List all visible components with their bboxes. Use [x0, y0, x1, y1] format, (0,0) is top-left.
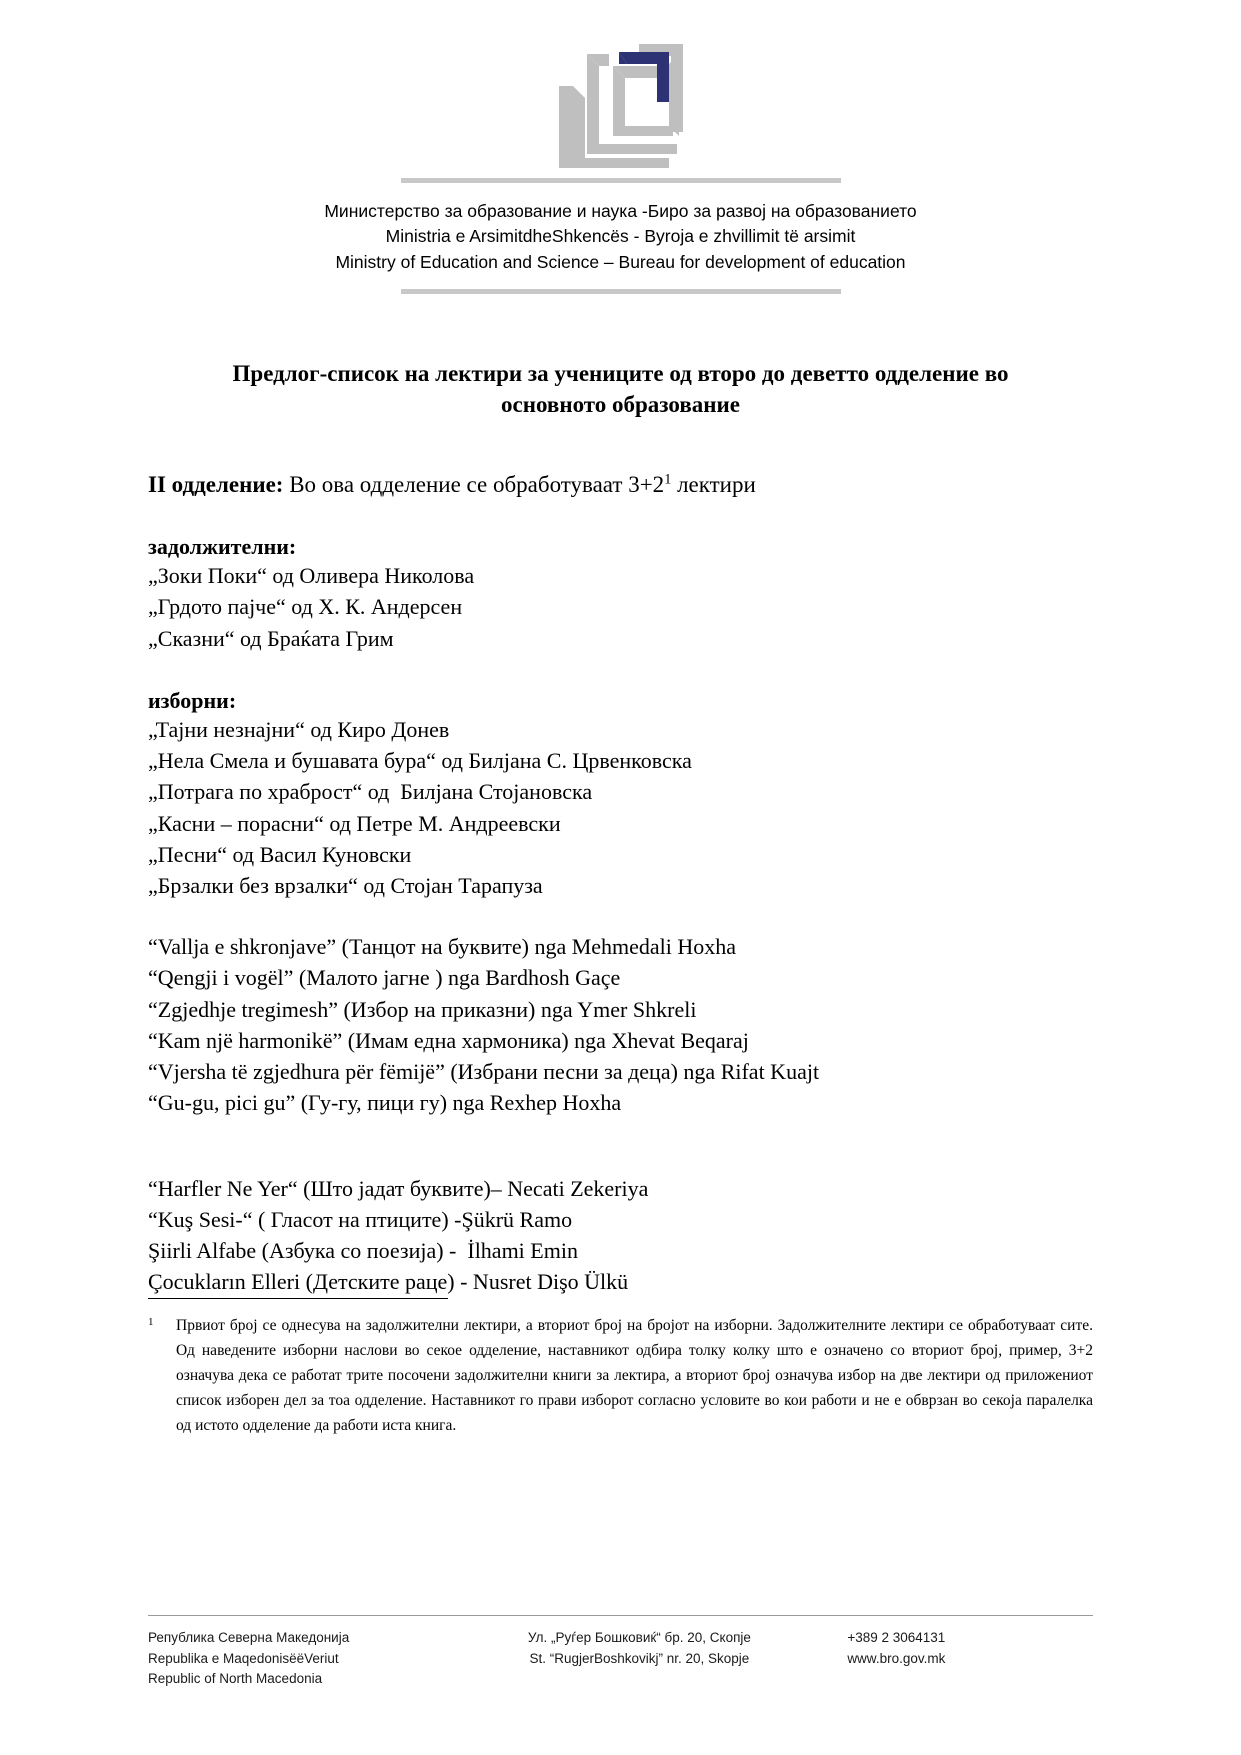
- footer-columns: [148, 1628, 1093, 1689]
- footer-separator: [148, 1615, 1093, 1616]
- list-item: „Зоки Поки“ од Оливера Николова: [148, 563, 475, 589]
- footer-address-en: St. “RugjerBoshkovikj” nr. 20, Skopje: [529, 1650, 750, 1666]
- footer-contact-block: [847, 1628, 1093, 1689]
- org-line-en: Ministry of Education and Science – Bureau for development of education: [335, 251, 906, 272]
- bureau-logo: [551, 40, 691, 168]
- list-item: „Грдото пајче“ од Х. К. Андерсен: [148, 594, 463, 620]
- page-title: Предлог-список на лектири за учениците од второ до деветто одделение во основното образование: [232, 361, 1009, 418]
- footer-country-mk: Република Северна Македонија: [148, 1630, 350, 1646]
- list-item: “Gu-gu, pici gu” (Гу-гу, пици гу) nga Rexhep Hoxha: [148, 1090, 622, 1116]
- list-item: “Kam një harmonikë” (Имам една хармоника) nga Xhevat Beqaraj: [148, 1027, 749, 1053]
- list-item: „Касни – порасни“ од Петре М. Андреевски: [148, 810, 561, 836]
- list-item: “Zgjedhje tregimesh” (Избор на приказни) nga Ymer Shkreli: [148, 996, 697, 1022]
- letterhead: [0, 0, 1241, 294]
- list-item: “Kuş Sesi-“ ( Гласот на птиците) -Şükrü Ramo: [148, 1206, 573, 1232]
- albanian-book-list: [148, 931, 1093, 1118]
- grade-label: II одделение:: [148, 472, 284, 498]
- letterhead-rule-top: [401, 178, 841, 183]
- footnote-marker: 1: [148, 1316, 154, 1328]
- footnote-separator: [148, 1298, 448, 1299]
- footer-address-mk: Ул. „Руѓер Бошковиќ“ бр. 20, Скопје: [527, 1630, 751, 1646]
- list-item: “Vallja e shkronjave” (Танцот на буквите) nga Mehmedali Hoxha: [148, 934, 737, 960]
- list-item: “Vjersha të zgjedhura për fëmijë” (Избрани песни за деца) nga Rifat Kuajt: [148, 1059, 820, 1085]
- list-item: „Тајни незнајни“ од Киро Донев: [148, 716, 450, 742]
- footer-address-block: [450, 1628, 828, 1689]
- organization-names: [324, 199, 916, 275]
- list-item: Çocukların Elleri (Детските раце) - Nusret Dişo Ülkü: [148, 1269, 629, 1295]
- document-content: [0, 358, 1241, 1297]
- grade-footnote-ref: 1: [664, 471, 672, 488]
- list-item: “Qengji i vogël” (Малото јагне ) nga Bardhosh Gaçe: [148, 965, 621, 991]
- footnote-text: Првиот број се однесува на задолжителни лектири, а вториот број на бројот на изборни. Задолжителните лектири се обработуваат сите. Од наведените изборни наслови во секое одделение, наставникот одбира толку колку што е означено со вториот број, пример, 3+2 означува дека се работат трите посочени задолжителни книги за лектира, а вториот број означува избор на две лектири од приложениот список изборен дел за тоа одделение. Наставникот го прави изборот согласно условите во кои работи и не е обврзан во секоја паралелка од истото одделение да работи иста книга.: [176, 1317, 1093, 1435]
- list-item: “Harfler Ne Yer“ (Што јадат буквите)– Necati Zekeriya: [148, 1175, 649, 1201]
- logo-mark: [551, 40, 691, 168]
- mandatory-book-list: [148, 560, 1093, 654]
- footnote: [148, 1313, 1093, 1439]
- letterhead-rule-bottom: [401, 289, 841, 294]
- list-item: Şiirli Alfabe (Азбука со поезија) - İlhami Emin: [148, 1238, 578, 1264]
- spacer: [148, 1119, 1093, 1173]
- list-item: „Песни“ од Васил Куновски: [148, 841, 412, 867]
- list-item: „Потрага по храброст“ од Билјана Стојановска: [148, 779, 593, 805]
- spacer: [148, 901, 1093, 931]
- list-item: „Брзалки без врзалки“ од Стојан Тарапуза: [148, 872, 543, 898]
- footnote-area: [148, 1298, 1093, 1439]
- section-heading-optional: изборни:: [148, 687, 237, 713]
- org-line-mk: Министерство за образование и наука -Биро за развој на образованието: [324, 201, 917, 221]
- grade-text: Во ова одделение се обработуваат 3+2: [283, 472, 665, 498]
- org-line-sq: Ministria e ArsimitdheShkencës - Byroja e zhvillimit të arsimit: [385, 226, 856, 247]
- footer-country-en: Republic of North Macedonia: [148, 1670, 323, 1686]
- grade-tail: лектири: [671, 472, 756, 498]
- footer-phone: +389 2 3064131: [847, 1630, 946, 1646]
- grade-line: [148, 470, 1093, 500]
- footer-country-sq: Republika e MaqedonisëёVeriut: [148, 1650, 339, 1666]
- list-item: „Сказни“ од Браќата Грим: [148, 625, 394, 651]
- section-heading-mandatory: задолжителни:: [148, 534, 297, 560]
- page-footer: [148, 1615, 1093, 1689]
- optional-book-list: [148, 714, 1093, 901]
- footer-country-block: [148, 1628, 432, 1689]
- list-item: „Нела Смела и бушавата бура“ од Билјана С. Црвенковска: [148, 748, 692, 774]
- footer-website[interactable]: www.bro.gov.mk: [847, 1650, 946, 1666]
- turkish-book-list: [148, 1173, 1093, 1298]
